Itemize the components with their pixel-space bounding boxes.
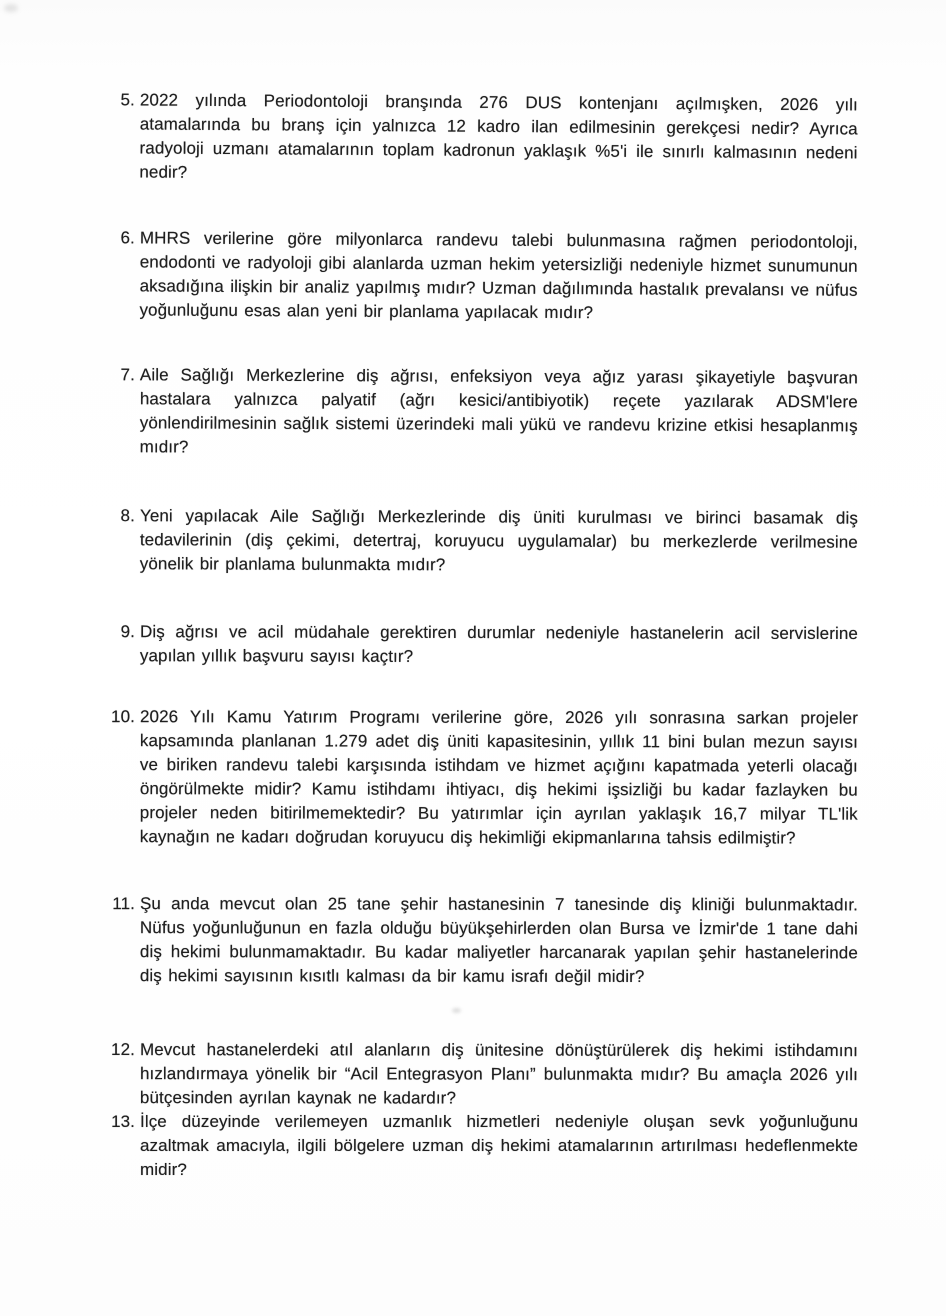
question-number: 11.	[112, 894, 135, 914]
question-item	[75, 226, 858, 327]
question-list	[76, 58, 858, 1182]
question-text: Yeni yapılacak Aile Sağlığı Merkezlerinde diş üniti kurulması ve birinci basamak diş tedavilerinin (diş çekimi, detertraj, koruyucu uygulamalar) bu merkezlerde verilmesine yönelik bir planlama bulunmakta mıdır?	[139, 506, 858, 575]
question-text: MHRS verilerine göre milyonlarca randevu talebi bulunmasına rağmen periodontoloji, endodonti ve radyoloji gibi alanlarda uzman hekim yetersizliği nedeniyle hizmet sunumunun aksadığına ilişkin bir analiz yapılmış mıdır? Uzman dağılımında hastalık prevalansı ve nüfus yoğunluğunu esas alan yeni bir planlama yapılacak mıdır?	[139, 228, 858, 323]
question-item	[76, 504, 858, 579]
question-item	[76, 363, 858, 462]
scan-artifact	[4, 4, 18, 12]
question-item	[75, 88, 858, 189]
question-number: 10.	[111, 707, 135, 727]
question-text: İlçe düzeyinde verilemeyen uzmanlık hizmetleri nedeniyle oluşan sevk yoğunluğunu azaltmak amacıyla, ilgili bölgelere uzman diş hekimi atamalarının artırılması hedeflenmekte midir?	[140, 1112, 858, 1179]
question-number: 7.	[120, 365, 135, 385]
question-number: 8.	[120, 506, 135, 526]
question-text: Mevcut hastanelerdeki atıl alanların diş ünitesine dönüştürülerek diş hekimi istihdamını hızlandırmaya yönelik bir “Acil Entegrasyon Planı” bulunmakta mıdır? Bu amaçla 2026 yılı bütçesinden ayrılan kaynak ne kadardır?	[139, 1040, 858, 1108]
question-text: Şu anda mevcut olan 25 tane şehir hastanesinin 7 tanesinde diş kliniği bulunmaktadır. Nüfus yoğunluğunun en fazla olduğu büyükşehirlerden olan Bursa ve İzmir'de 1 tane dahi diş hekimi bulunmamaktadır. Bu kadar maliyetler harcanarak yapılan şehir hastanelerinde diş hekimi sayısının kısıtlı kalması da bir kamu israfı değil midir?	[139, 894, 858, 986]
question-item	[76, 1110, 858, 1182]
question-text: Diş ağrısı ve acil müdahale gerektiren durumlar nedeniyle hastanelerin acil servislerine yapılan yıllık başvuru sayısı kaçtır?	[139, 622, 858, 666]
question-item	[76, 892, 858, 989]
question-item	[76, 705, 858, 851]
question-number: 5.	[120, 90, 135, 110]
question-number: 13.	[111, 1112, 135, 1131]
question-text: 2026 Yılı Kamu Yatırım Programı verilerine göre, 2026 yılı sonrasına sarkan projeler kapsamında planlanan 1.279 adet diş üniti kapasitesinin, yıllık 11 bini bulan mezun sayısı ve biriken randevu talebi karşısında istihdam ve hizmet açığını kapatmada yeterli olacağı öngörülmekte midir? Kamu istihdamı ihtiyacı, diş hekimi işsizliği bu kadar fazlayken bu projeler neden bitirilmemektedir? Bu yatırımlar için ayrılan yaklaşık 16,7 milyar TL'lik kaynağın ne kadarı doğrudan koruyucu diş hekimliği ekipmanlarına tahsis edilmiştir?	[139, 707, 858, 848]
question-number: 6.	[120, 228, 135, 248]
question-number: 9.	[120, 622, 135, 642]
question-item	[76, 1038, 858, 1111]
question-number: 12.	[111, 1040, 135, 1060]
question-text: 2022 yılında Periodontoloji branşında 276 DUS kontenjanı açılmışken, 2026 yılı atamalarında bu branş için yalnızca 12 kadro ilan edilmesinin gerekçesi nedir? Ayrıca radyoloji uzmanı atamalarının toplam kadronun yaklaşık %5'i ile sınırlı kalmasının nedeni nedir?	[139, 90, 858, 182]
question-text: Aile Sağlığı Merkezlerine diş ağrısı, enfeksiyon veya ağız yarası şikayetiyle başvuran hastalara yalnızca palyatif (ağrı kesici/antibiyotik) reçete yazılarak ADSM'lere yönlendirilmesinin sağlık sistemi üzerindeki mali yükü ve randevu krizine etkisi hesaplanmış mıdır?	[139, 365, 858, 457]
question-item	[76, 620, 858, 670]
